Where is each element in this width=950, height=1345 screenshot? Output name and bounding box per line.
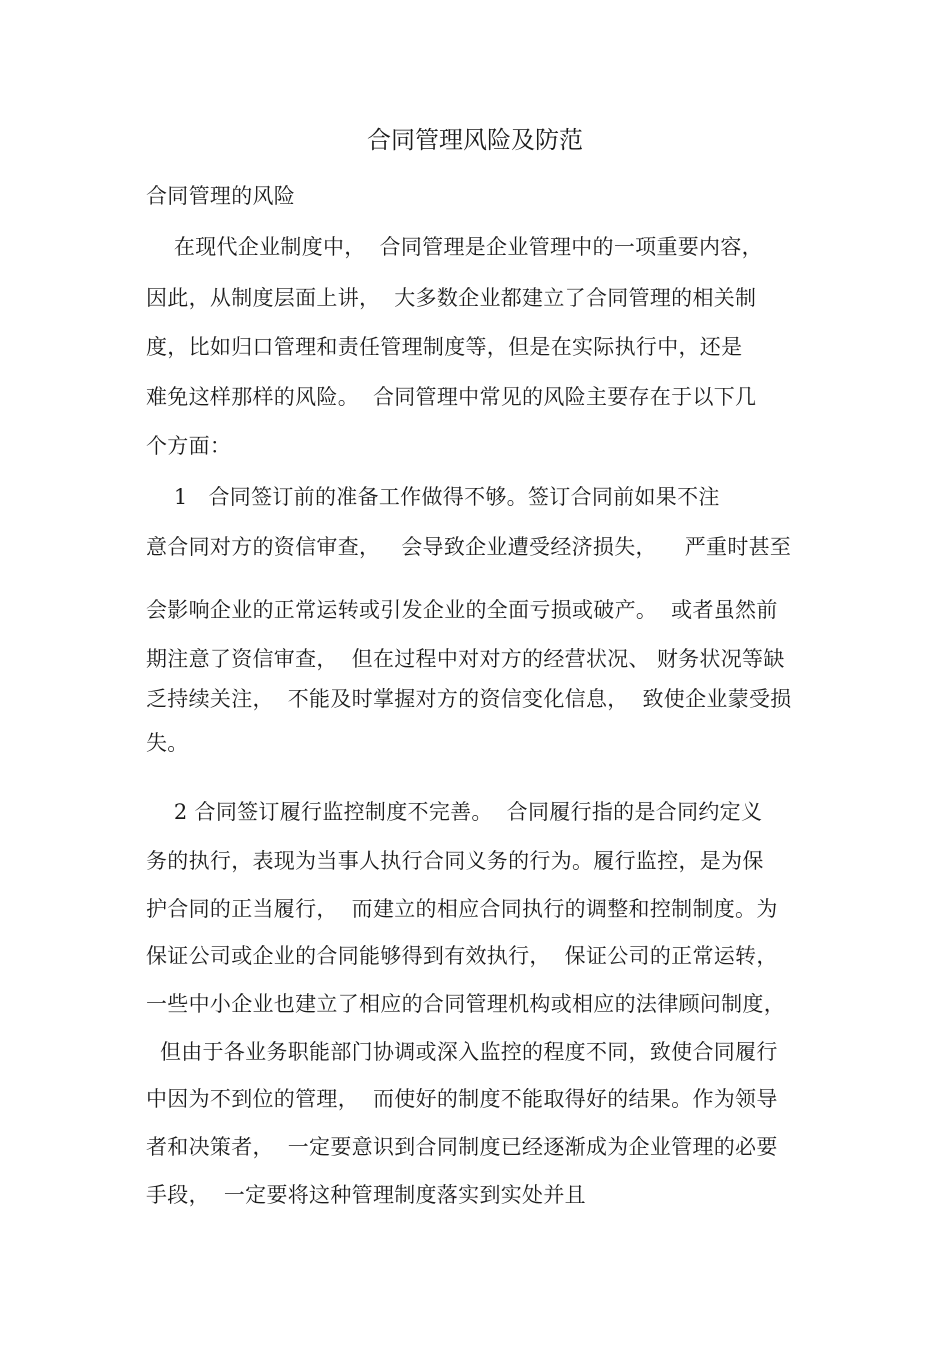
section-heading: 合同管理的风险 [146, 184, 296, 208]
text-line: 但由于各业务职能部门协调或深入监控的程度不同，致使合同履行 [146, 1040, 778, 1064]
text-line: 难免这样那样的风险。 合同管理中常见的风险主要存在于以下几 [146, 385, 757, 409]
text-line: 保证公司或企业的合同能够得到有效执行， 保证公司的正常运转， [146, 944, 778, 968]
text-line: 手段， 一定要将这种管理制度落实到实处并且 [146, 1183, 586, 1207]
text-line: 意合同对方的资信审查， 会导致企业遭受经济损失， 严重时甚至 [146, 535, 792, 559]
text-line: 务的执行，表现为当事人执行合同义务的行为。履行监控，是为保 [146, 849, 764, 873]
text-line: 个方面： [146, 434, 232, 458]
text-line: 乏持续关注， 不能及时掌握对方的资信变化信息， 致使企业蒙受损 [146, 687, 792, 711]
text-line: 1 合同签订前的准备工作做得不够。签订合同前如果不注 [146, 485, 720, 509]
text-line: 会影响企业的正常运转或引发企业的全面亏损或破产。 或者虽然前 [146, 598, 778, 622]
text-line: 失。 [146, 731, 189, 755]
text-line: 在现代企业制度中， 合同管理是企业管理中的一项重要内容， [146, 235, 763, 259]
text-line: 一些中小企业也建立了相应的合同管理机构或相应的法律顾问制度， [146, 992, 785, 1016]
text-line: 期注意了资信审查， 但在过程中对对方的经营状况、 财务状况等缺 [146, 647, 785, 671]
document-title: 合同管理风险及防范 [367, 126, 583, 154]
text-line: 2 合同签订履行监控制度不完善。 合同履行指的是合同约定义 [146, 800, 763, 824]
text-line: 护合同的正当履行， 而建立的相应合同执行的调整和控制制度。为 [146, 897, 778, 921]
text-line: 者和决策者， 一定要意识到合同制度已经逐渐成为企业管理的必要 [146, 1135, 778, 1159]
text-line: 度，比如归口管理和责任管理制度等，但是在实际执行中，还是 [146, 335, 743, 359]
text-line: 中因为不到位的管理， 而使好的制度不能取得好的结果。作为领导 [146, 1087, 778, 1111]
text-line: 因此，从制度层面上讲， 大多数企业都建立了合同管理的相关制 [146, 286, 757, 310]
